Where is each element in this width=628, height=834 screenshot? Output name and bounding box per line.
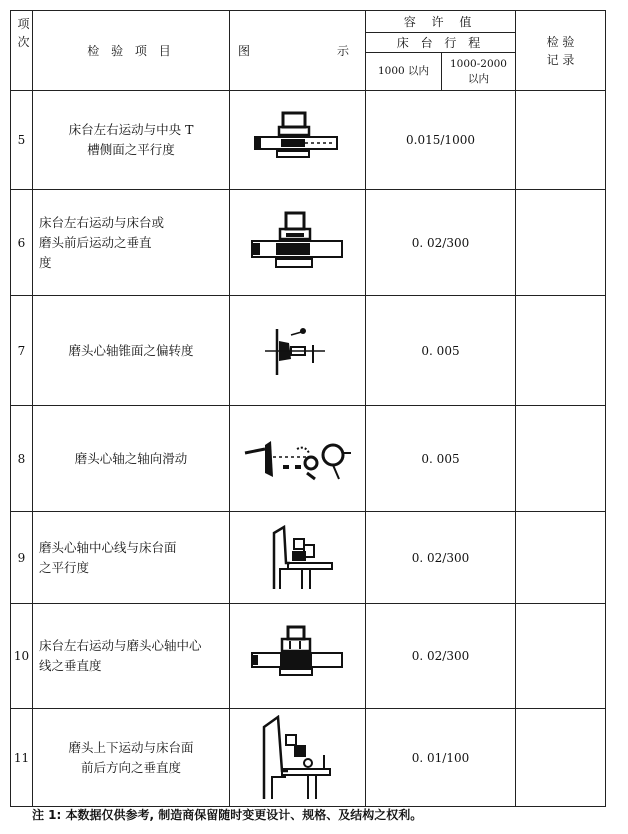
header-item-label: 检 验 项 目	[87, 43, 175, 58]
row-index: 6	[11, 190, 33, 296]
spindle-taper-runout-icon	[263, 321, 333, 381]
row-tolerance: 0. 005	[366, 296, 516, 406]
header-record	[516, 11, 606, 91]
row-figure	[230, 709, 366, 807]
row-record	[516, 512, 606, 604]
row-index: 8	[11, 406, 33, 512]
row-tolerance: 0. 005	[366, 406, 516, 512]
head-vertical-square-icon	[258, 715, 338, 801]
header-record-label: 检 验 记 录	[546, 34, 575, 67]
table-row	[11, 91, 606, 190]
header-tolerance	[366, 11, 516, 33]
row-index: 7	[11, 296, 33, 406]
row-item: 床台左右运动与磨头心轴中心 线之垂直度	[33, 604, 230, 709]
header-stroke	[366, 33, 516, 53]
table-row	[11, 709, 606, 807]
inspection-table	[10, 10, 606, 807]
header-figure	[230, 11, 366, 91]
row-figure	[230, 190, 366, 296]
table-row	[11, 604, 606, 709]
row-record	[516, 91, 606, 190]
row-tolerance: 0.015/1000	[366, 91, 516, 190]
header-item	[33, 11, 230, 91]
row-index: 5	[11, 91, 33, 190]
row-figure	[230, 406, 366, 512]
table-row	[11, 190, 606, 296]
row-record	[516, 296, 606, 406]
row-record	[516, 190, 606, 296]
footnote: 注 1: 本数据仅供参考, 制造商保留随时变更设计、规格、及结构之权利。	[32, 808, 423, 822]
row-index: 11	[11, 709, 33, 807]
header-stroke-label: 床 台 行 程	[396, 35, 485, 50]
row-figure	[230, 296, 366, 406]
row-item: 磨头心轴之轴向滑动	[33, 406, 230, 512]
row-index: 9	[11, 512, 33, 604]
row-item: 磨头心轴中心线与床台面 之平行度	[33, 512, 230, 604]
row-item: 床台左右运动与床台或 磨头前后运动之垂直 度	[33, 190, 230, 296]
row-figure	[230, 604, 366, 709]
table-row	[11, 296, 606, 406]
row-record	[516, 709, 606, 807]
row-figure	[230, 91, 366, 190]
header-figure-label-left: 图	[238, 43, 251, 58]
spindle-parallel-table-icon	[262, 523, 334, 593]
row-tolerance: 0. 02/300	[366, 190, 516, 296]
header-index	[11, 11, 33, 91]
row-tolerance: 0. 02/300	[366, 512, 516, 604]
row-figure	[230, 512, 366, 604]
table-row	[11, 512, 606, 604]
row-item: 磨头上下运动与床台面 前后方向之垂直度	[33, 709, 230, 807]
header-tolerance-label: 容 许 值	[403, 14, 478, 29]
row-record	[516, 406, 606, 512]
row-tolerance: 0. 01/100	[366, 709, 516, 807]
header-stroke-col2: 1000-2000 以内	[442, 53, 516, 91]
spindle-perpendicular-table-icon	[250, 623, 346, 689]
spindle-axial-float-icon	[243, 431, 353, 487]
row-item: 磨头心轴锥面之偏转度	[33, 296, 230, 406]
row-index: 10	[11, 604, 33, 709]
row-record	[516, 604, 606, 709]
table-t-slot-gauge-icon	[253, 107, 343, 173]
header-stroke-col1: 1000 以内	[366, 53, 442, 91]
header-index-label: 项 次	[17, 17, 30, 49]
row-item: 床台左右运动与中央 T 槽侧面之平行度	[33, 91, 230, 190]
table-square-gauge-icon	[250, 209, 346, 277]
row-tolerance: 0. 02/300	[366, 604, 516, 709]
header-figure-label-right: 示	[336, 43, 349, 58]
table-row	[11, 406, 606, 512]
